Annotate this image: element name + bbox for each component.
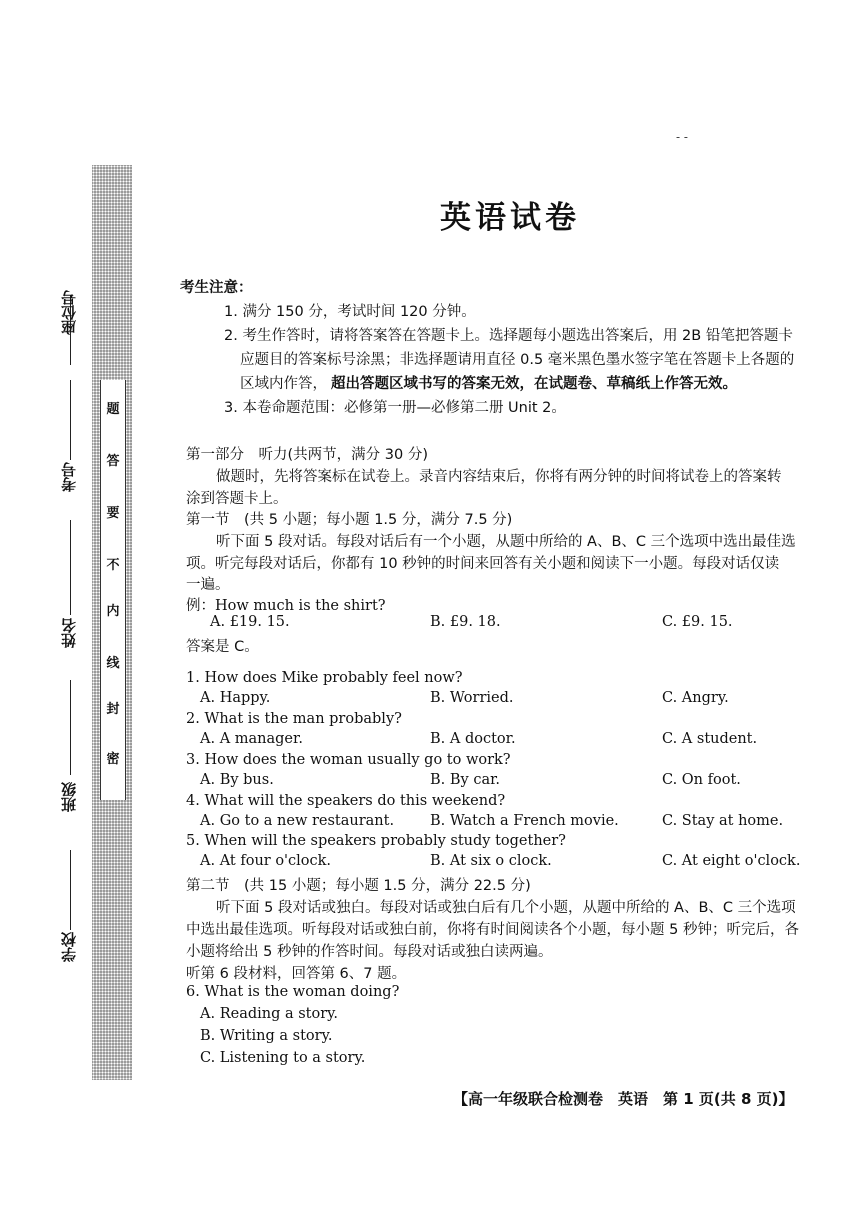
section2-heading: 第二节 (共 15 小题；每小题 1.5 分，满分 22.5 分) (186, 878, 531, 894)
question: 6. What is the woman doing? (186, 984, 400, 1000)
question: 5. When will the speakers probably study together? (186, 833, 566, 849)
option-c: C. Angry. (662, 690, 729, 706)
notice-item: 应题目的答案标号涂黑；非选择题请用直径 0.5 毫米黑色墨水签字笔在答题卡上各题的 (240, 352, 795, 368)
notice-item: 2. 考生作答时，请将答案答在答题卡上。选择题每小题选出答案后，用 2B 铅笔把答题卡 (224, 328, 793, 344)
option-c: C. Listening to a story. (200, 1050, 366, 1066)
section1-instructions: 一遍。 (186, 577, 230, 593)
option-a: A. A manager. (200, 731, 303, 747)
option-a: A. At four o'clock. (200, 853, 332, 869)
section1-instructions: 听下面 5 段对话。每段对话后有一个小题，从题中所给的 A、B、C 三个选项中选出最佳选 (216, 534, 796, 550)
example-question: 例：How much is the shirt? (186, 598, 386, 614)
notice-item: 3. 本卷命题范围：必修第一册—必修第二册 Unit 2。 (224, 400, 566, 416)
example-option: C. £9. 15. (662, 614, 733, 630)
seal-char: 不 (106, 558, 120, 573)
example-option: B. £9. 18. (430, 614, 501, 630)
option-a: A. Go to a new restaurant. (200, 813, 395, 829)
part1-intro: 涂到答题卡上。 (186, 491, 288, 507)
option-b: B. Worried. (430, 690, 514, 706)
example-answer: 答案是 C。 (186, 639, 259, 655)
class-label: 班级 (60, 782, 78, 812)
section1-heading: 第一节 (共 5 小题；每小题 1.5 分，满分 7.5 分) (186, 512, 513, 528)
seal-char: 要 (106, 506, 120, 521)
name-label: 姓名 (60, 618, 78, 648)
section1-instructions: 项。听完每段对话后，你都有 10 秒钟的时间来回答有关小题和阅读下一小题。每段对话仅读 (186, 556, 780, 572)
seal-char: 线 (106, 656, 120, 671)
notice-item: 1. 满分 150 分，考试时间 120 分钟。 (224, 304, 476, 320)
option-b: B. Writing a story. (200, 1028, 333, 1044)
section2-instructions: 小题将给出 5 秒钟的作答时间。每段对话或独白读两遍。 (186, 944, 553, 960)
seal-char: 答 (106, 454, 120, 469)
seal-char: 封 (106, 702, 120, 717)
question: 3. How does the woman usually go to work? (186, 752, 511, 768)
seal-char: 密 (106, 752, 120, 767)
name-line (70, 520, 71, 615)
seal-line-box (100, 380, 126, 800)
exam-no-label: 考号 (60, 462, 78, 492)
part1-intro: 做题时，先将答案标在试卷上。录音内容结束后，你将有两分钟的时间将试卷上的答案转 (216, 469, 782, 485)
option-b: B. A doctor. (430, 731, 516, 747)
seat-label: 座位号 (60, 290, 78, 335)
option-b: B. By car. (430, 772, 501, 788)
page-footer: 【高一年级联合检测卷 英语 第 1 页(共 8 页)】 (453, 1090, 794, 1108)
option-c: C. Stay at home. (662, 813, 784, 829)
option-c: C. At eight o'clock. (662, 853, 801, 869)
option-a: A. Happy. (200, 690, 271, 706)
option-a: A. By bus. (200, 772, 274, 788)
question: 4. What will the speakers do this weekend? (186, 793, 506, 809)
option-b: B. At six o clock. (430, 853, 552, 869)
class-line (70, 680, 71, 775)
material-note: 听第 6 段材料，回答第 6、7 题。 (186, 966, 407, 982)
option-b: B. Watch a French movie. (430, 813, 619, 829)
page-title: 英语试卷 (440, 200, 580, 236)
option-c: C. On foot. (662, 772, 741, 788)
school-label: 学校 (60, 932, 78, 962)
question: 1. How does Mike probably feel now? (186, 670, 463, 686)
option-a: A. Reading a story. (200, 1006, 339, 1022)
option-c: C. A student. (662, 731, 758, 747)
seal-char: 内 (106, 604, 120, 619)
seal-char: 题 (106, 402, 120, 417)
section2-instructions: 听下面 5 段对话或独白。每段对话或独白后有几个小题，从题中所给的 A、B、C 三个选项 (216, 900, 796, 916)
part1-heading: 第一部分 听力(共两节，满分 30 分) (186, 447, 428, 463)
scan-mark: - - (676, 130, 688, 144)
notice-item-emphasis: 超出答题区域书写的答案无效，在试题卷、草稿纸上作答无效。 (331, 376, 737, 392)
school-line (70, 850, 71, 930)
notice-item: 区域内作答， (240, 376, 327, 392)
example-option: A. £19. 15. (210, 614, 290, 630)
section2-instructions: 中选出最佳选项。听每段对话或独白前，你将有时间阅读各个小题，每小题 5 秒钟；听完后，各 (186, 922, 799, 938)
exam-no-line (70, 380, 71, 460)
question: 2. What is the man probably? (186, 711, 402, 727)
notice-heading: 考生注意： (180, 280, 253, 296)
